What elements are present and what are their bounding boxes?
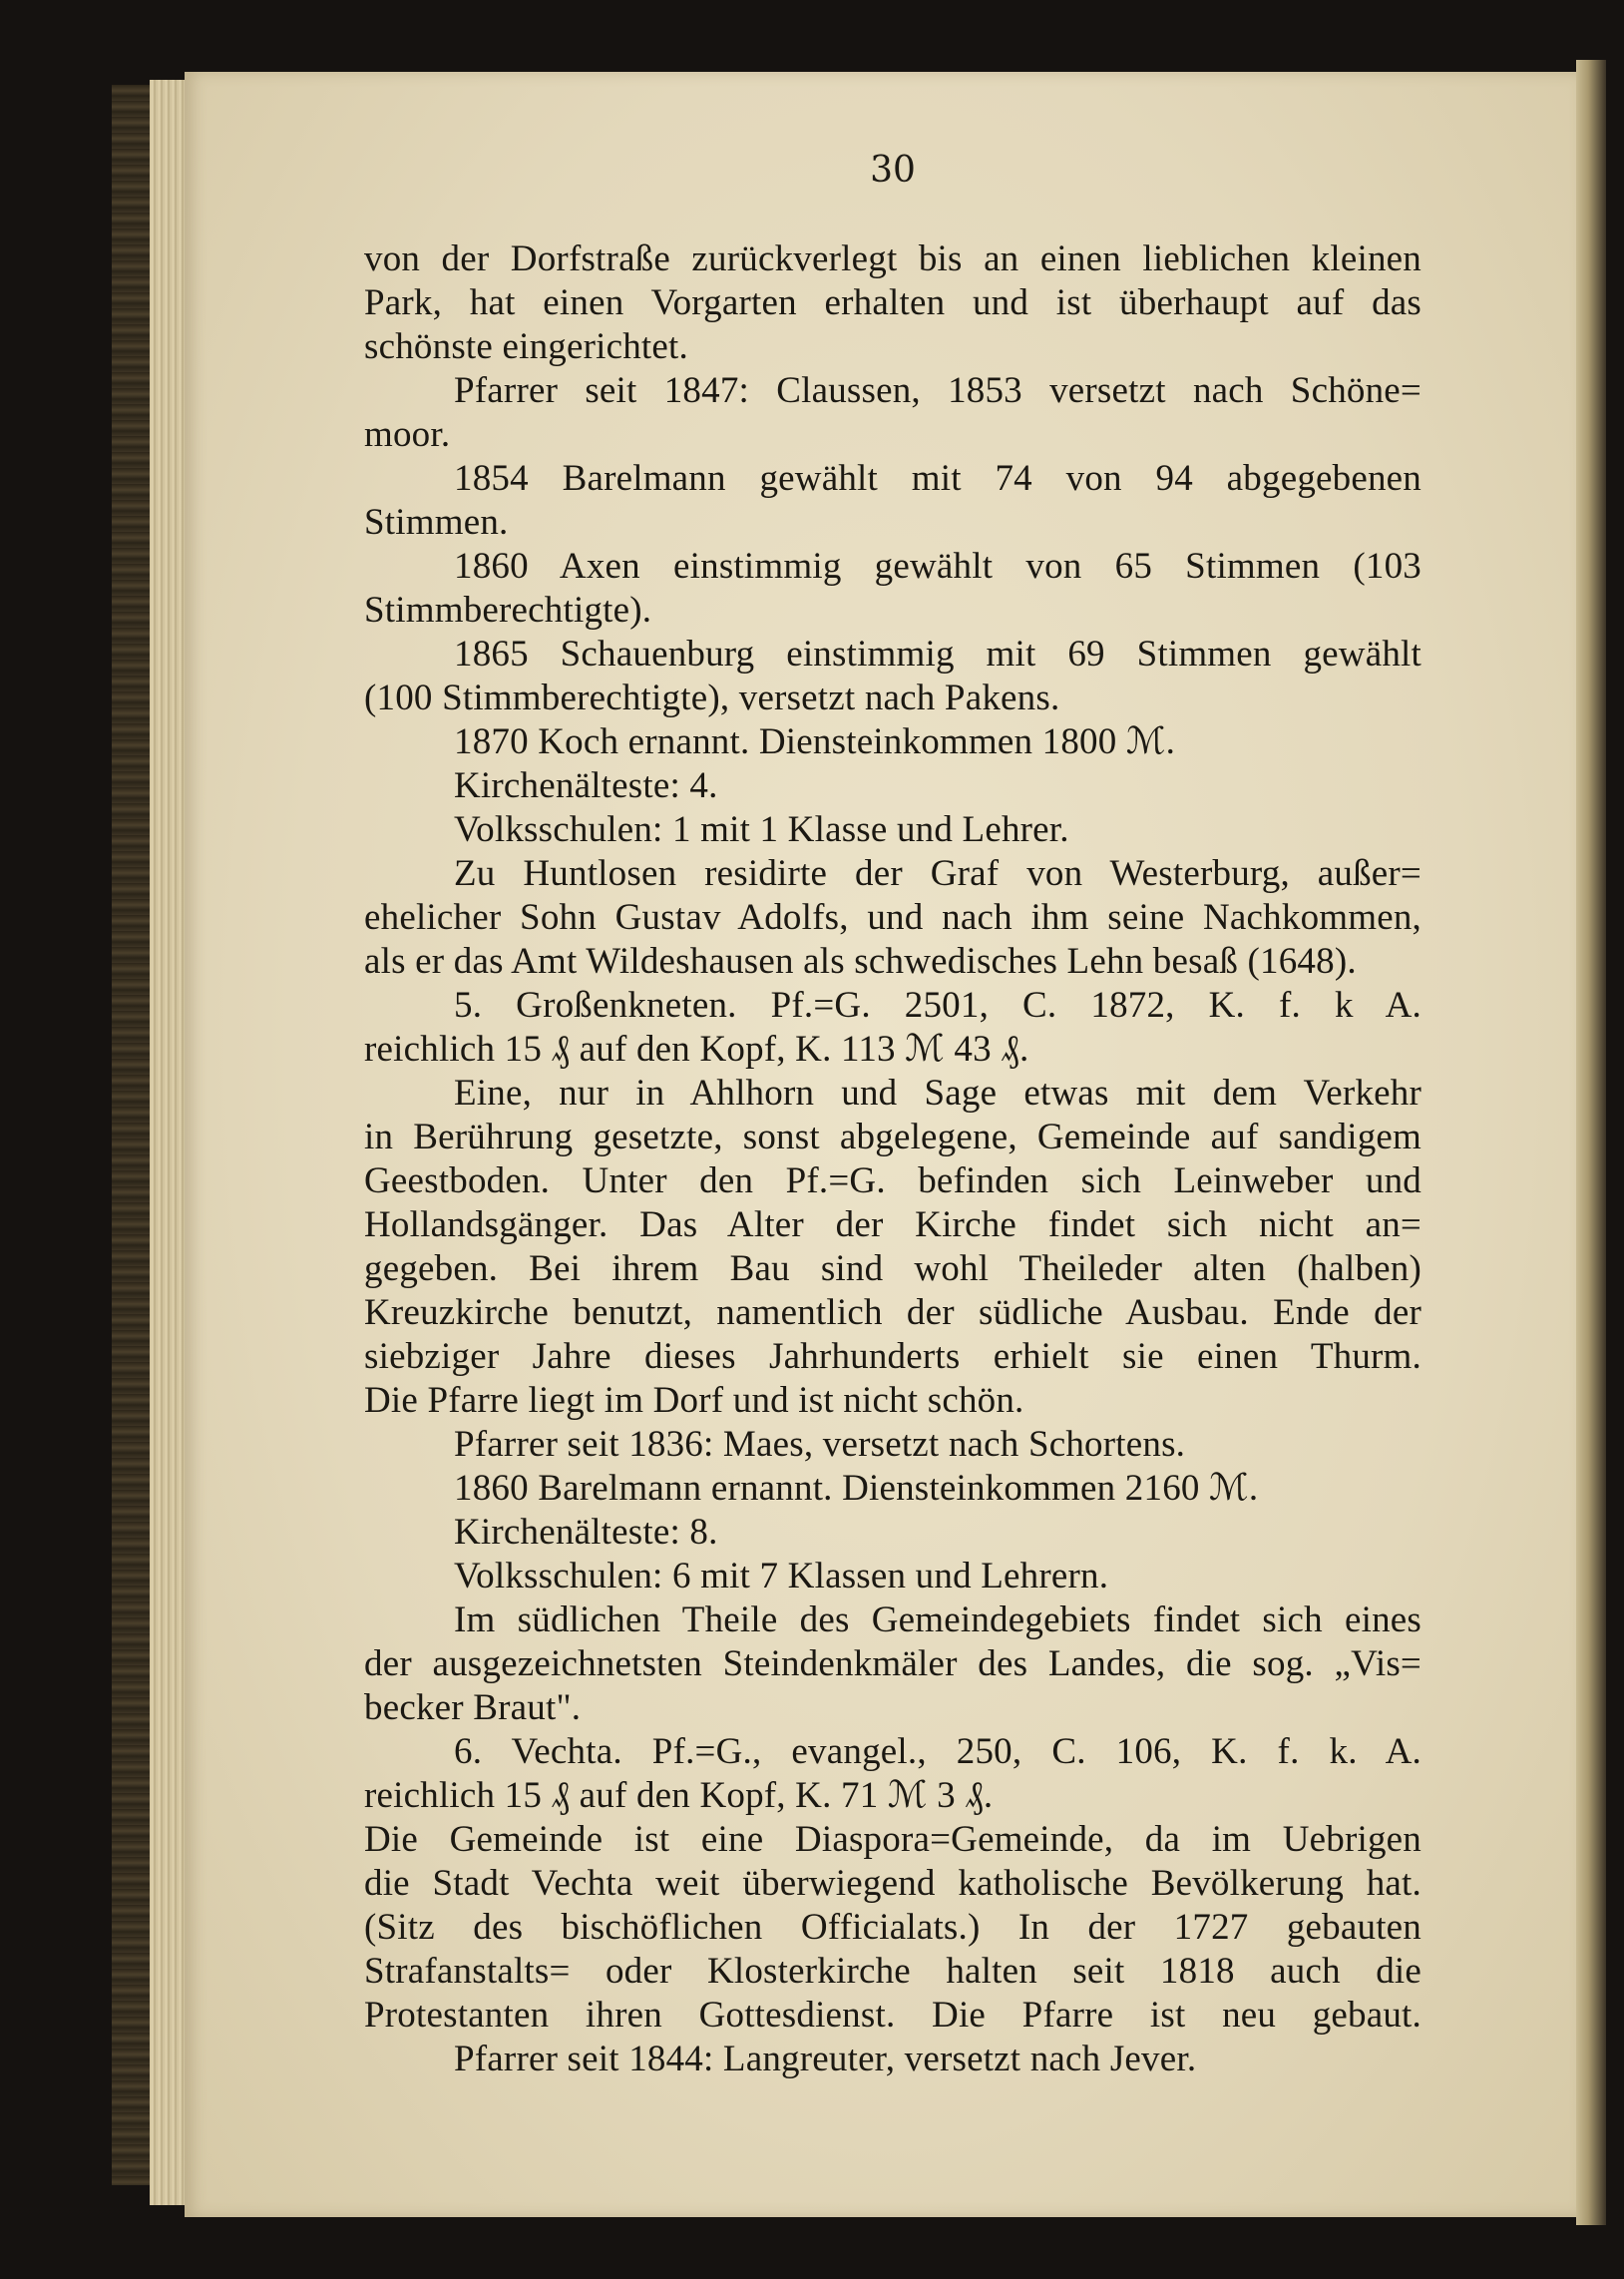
page-right-edge bbox=[1576, 60, 1606, 2225]
text-line: Eine, nur in Ahlhorn und Sage etwas mit dem Verkehr bbox=[454, 1073, 1421, 1114]
text-line: von der Dorfstraße zurückverlegt bis an einen lieblichen kleinen bbox=[364, 238, 1421, 279]
text-line: Pfarrer seit 1836: Maes, versetzt nach Schortens. bbox=[454, 1424, 1186, 1465]
text-line: Hollandsgänger. Das Alter der Kirche findet sich nicht an= bbox=[364, 1204, 1421, 1245]
text-line: 6. Vechta. Pf.=G., evangel., 250, C. 106, K. f. k. A. bbox=[454, 1731, 1421, 1772]
text-line: als er das Amt Wildeshausen als schwedisches Lehn besaß (1648). bbox=[364, 941, 1357, 982]
text-line: Stimmberechtigte). bbox=[364, 590, 652, 631]
text-line: becker Braut". bbox=[364, 1687, 582, 1728]
page-edges bbox=[150, 80, 190, 2205]
text-line: Pfarrer seit 1844: Langreuter, versetzt nach Jever. bbox=[454, 2039, 1197, 2079]
text-line: Kirchenälteste: 8. bbox=[454, 1512, 718, 1553]
text-line: die Stadt Vechta weit überwiegend katholische Bevölkerung hat. bbox=[364, 1863, 1421, 1904]
book-binding bbox=[112, 85, 152, 2185]
text-line: (100 Stimmberechtigte), versetzt nach Pakens. bbox=[364, 678, 1060, 718]
text-line: 1854 Barelmann gewählt mit 74 von 94 abgegebenen bbox=[454, 458, 1421, 499]
text-line: (Sitz des bischöflichen Officialats.) In der 1727 gebauten bbox=[364, 1907, 1421, 1948]
text-line: Protestanten ihren Gottesdienst. Die Pfarre ist neu gebaut. bbox=[364, 1995, 1421, 2036]
page-text bbox=[364, 237, 1421, 2081]
text-line: in Berührung gesetzte, sonst abgelegene, Gemeinde auf sandigem bbox=[364, 1117, 1421, 1157]
text-line: reichlich 15 ₰ auf den Kopf, K. 71 ℳ 3 ₰. bbox=[364, 1775, 994, 1816]
text-line: Zu Huntlosen residirte der Graf von Westerburg, außer= bbox=[454, 853, 1421, 894]
text-line: Stimmen. bbox=[364, 502, 509, 543]
page-number: 30 bbox=[870, 150, 916, 191]
text-line: 1870 Koch ernannt. Diensteinkommen 1800 ℳ. bbox=[454, 721, 1176, 762]
text-line: siebziger Jahre dieses Jahrhunderts erhielt sie einen Thurm. bbox=[364, 1336, 1421, 1377]
text-line: schönste eingerichtet. bbox=[364, 326, 688, 367]
text-line: 1860 Axen einstimmig gewählt von 65 Stimmen (103 bbox=[454, 546, 1421, 587]
text-line: Kirchenälteste: 4. bbox=[454, 765, 718, 806]
text-line: Im südlichen Theile des Gemeindegebiets findet sich eines bbox=[454, 1599, 1421, 1640]
text-line: 5. Großenkneten. Pf.=G. 2501, C. 1872, K. f. k A. bbox=[454, 985, 1421, 1026]
text-line: 1865 Schauenburg einstimmig mit 69 Stimmen gewählt bbox=[454, 634, 1421, 675]
text-line: 1860 Barelmann ernannt. Diensteinkommen 2160 ℳ. bbox=[454, 1468, 1259, 1509]
text-line: Die Gemeinde ist eine Diaspora=Gemeinde, da im Uebrigen bbox=[364, 1819, 1421, 1860]
text-line: ehelicher Sohn Gustav Adolfs, und nach ihm seine Nachkommen, bbox=[364, 897, 1421, 938]
text-line: Die Pfarre liegt im Dorf und ist nicht schön. bbox=[364, 1380, 1024, 1421]
text-line: moor. bbox=[364, 414, 451, 455]
text-line: Volksschulen: 6 mit 7 Klassen und Lehrern. bbox=[454, 1556, 1109, 1596]
text-line: der ausgezeichnetsten Steindenkmäler des Landes, die sog. „Vis= bbox=[364, 1643, 1421, 1684]
text-line: Strafanstalts= oder Klosterkirche halten seit 1818 auch die bbox=[364, 1951, 1421, 1992]
text-line: Park, hat einen Vorgarten erhalten und ist überhaupt auf das bbox=[364, 282, 1421, 323]
text-line: Kreuzkirche benutzt, namentlich der südliche Ausbau. Ende der bbox=[364, 1292, 1421, 1333]
text-line: reichlich 15 ₰ auf den Kopf, K. 113 ℳ 43 ₰. bbox=[364, 1029, 1029, 1070]
text-line: Pfarrer seit 1847: Claussen, 1853 versetzt nach Schöne= bbox=[454, 370, 1421, 411]
text-line: Volksschulen: 1 mit 1 Klasse und Lehrer. bbox=[454, 809, 1069, 850]
text-line: gegeben. Bei ihrem Bau sind wohl Theileder alten (halben) bbox=[364, 1248, 1421, 1289]
text-line: Geestboden. Unter den Pf.=G. befinden sich Leinweber und bbox=[364, 1160, 1421, 1201]
